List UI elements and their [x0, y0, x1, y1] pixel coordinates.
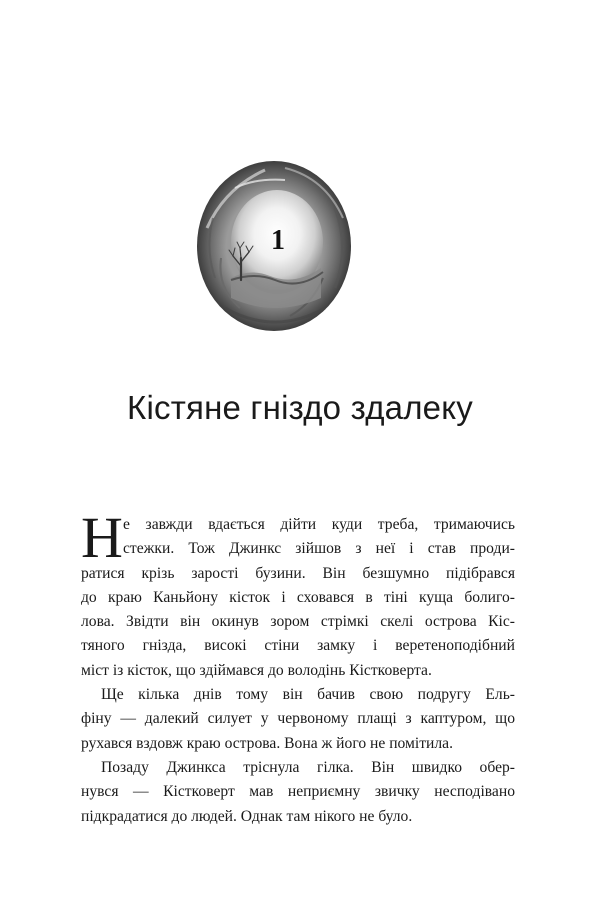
- text-line: рухався вздовж краю острова. Вона ж його не помітила.: [81, 734, 453, 752]
- drop-cap: Н: [81, 505, 123, 570]
- paragraph-3: [81, 756, 515, 829]
- text-line: підкрадатися до людей. Однак там нікого не було.: [81, 807, 413, 825]
- chapter-number: 1: [271, 225, 285, 256]
- paragraph-2: [81, 683, 515, 756]
- text-line: Ще кілька днів тому він бачив свою подругу Ель-: [101, 686, 515, 704]
- chapter-title: Кістяне гніздо здалеку: [127, 389, 473, 426]
- text-line: нувся — Кістковерт мав неприємну звичку несподівано: [81, 783, 515, 801]
- text-line: е завжди вдається дійти куди треба, тримаючись: [123, 516, 515, 533]
- text-line: Позаду Джинкса тріснула гілка. Він швидко обер-: [101, 758, 515, 776]
- text-line: фіну — далекий силует у червоному плащі з каптуром, що: [81, 710, 515, 728]
- text-line: ратися крізь зарості бузини. Він безшумно підібрався: [81, 564, 515, 582]
- chapter-body: [81, 505, 515, 829]
- paragraph-1: [81, 505, 515, 683]
- text-line: до краю Каньйону кісток і сховався в тіні куща болиго-: [81, 588, 515, 606]
- text-line: міст із кісток, що здіймався до володінь Кістковерта.: [81, 661, 432, 679]
- text-line: тяного гнізда, високі стіни замку і веретеноподібний: [81, 637, 515, 655]
- text-line: лова. Звідти він окинув зором стрімкі скелі острова Кіс-: [81, 613, 515, 631]
- text-line: стежки. Тож Джинкс зійшов з неї і став проди-: [123, 540, 515, 558]
